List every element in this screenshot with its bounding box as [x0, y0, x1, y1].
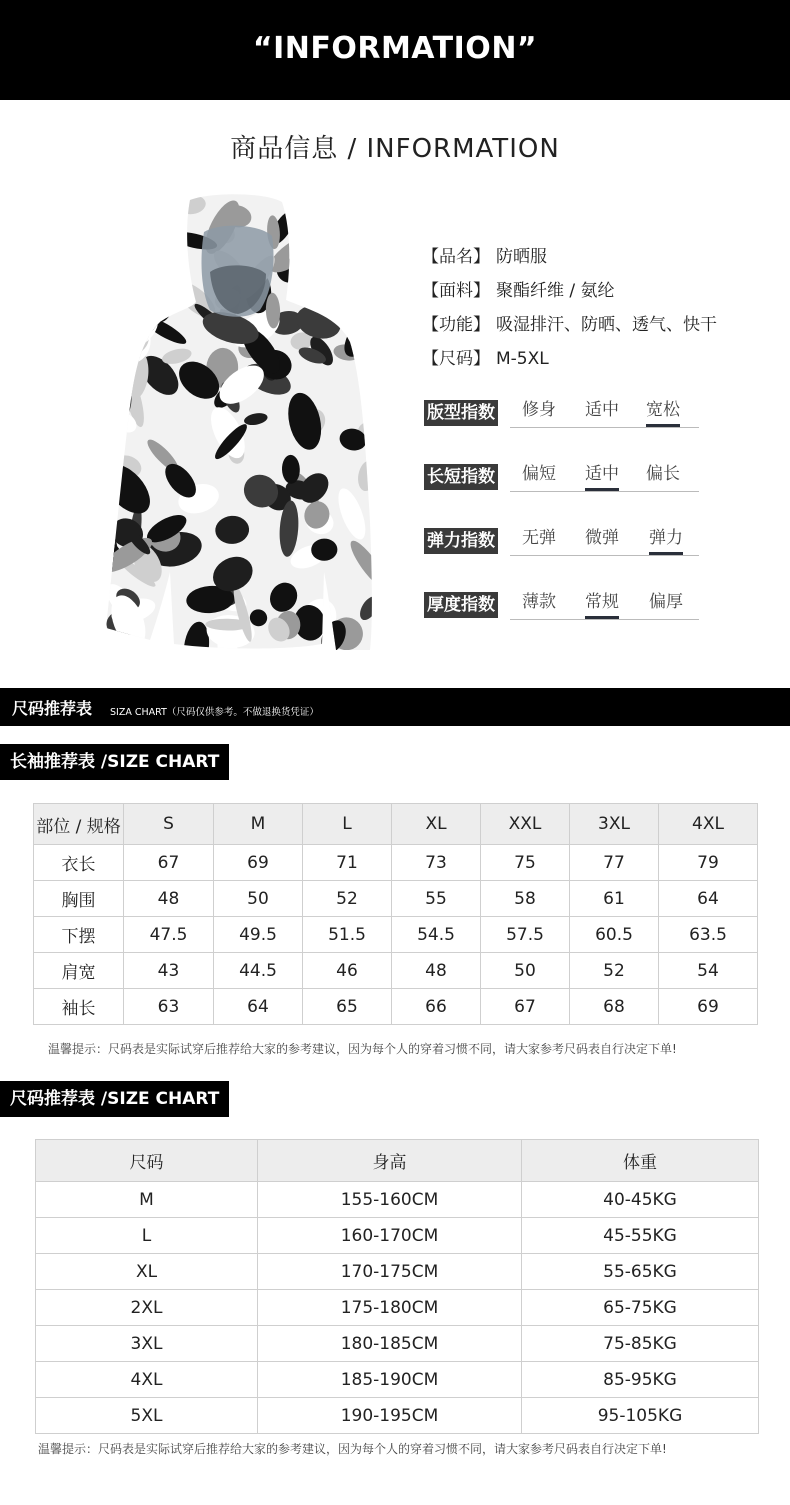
table-cell: 160-170CM: [258, 1218, 522, 1254]
camo-blob: [103, 292, 129, 332]
long-sleeve-note: 温馨提示：尺码表是实际试穿后推荐给大家的参考建议，因为每个人的穿着习惯不同，请大家参考尺码表自行决定下单!: [48, 1042, 677, 1056]
index-label: 长短指数: [424, 464, 498, 490]
column-header: 尺码: [36, 1140, 258, 1182]
index-fit: [424, 397, 699, 429]
table-row: [36, 1254, 759, 1290]
table-cell: 40-45KG: [522, 1182, 759, 1218]
table-cell: 73: [392, 845, 481, 881]
section-title: 商品信息 / INFORMATION: [230, 134, 560, 164]
table-cell: 52: [303, 881, 392, 917]
table-cell: 185-190CM: [258, 1362, 522, 1398]
column-header: S: [124, 804, 214, 845]
row-header-cell: XL: [36, 1254, 258, 1290]
table-cell: 46: [303, 953, 392, 989]
table-cell: 54: [659, 953, 758, 989]
table-cell: 45-55KG: [522, 1218, 759, 1254]
table-cell: 47.5: [124, 917, 214, 953]
index-line: [510, 491, 699, 492]
column-header: M: [214, 804, 303, 845]
table-row: [36, 1362, 759, 1398]
table-cell: 95-105KG: [522, 1398, 759, 1434]
camo-blob: [305, 236, 340, 273]
spec-name: 【品名】 防晒服: [422, 247, 547, 267]
table-cell: 67: [481, 989, 570, 1025]
row-header-cell: 4XL: [36, 1362, 258, 1398]
table-cell: 48: [124, 881, 214, 917]
row-header-cell: 袖长: [34, 989, 124, 1025]
index-option-selected: 弹力: [649, 525, 683, 553]
column-header: 4XL: [659, 804, 758, 845]
table-row: [34, 989, 758, 1025]
table-header-row: [36, 1140, 759, 1182]
table-cell: 51.5: [303, 917, 392, 953]
camo-blob: [359, 264, 378, 285]
table-cell: 63.5: [659, 917, 758, 953]
table-row: [34, 917, 758, 953]
index-line: [510, 555, 699, 556]
table-cell: 69: [214, 845, 303, 881]
table-cell: 61: [570, 881, 659, 917]
index-thickness: [424, 589, 699, 621]
row-header-cell: 下摆: [34, 917, 124, 953]
camo-blob: [313, 261, 349, 290]
camo-blob: [100, 462, 121, 489]
size-reco-table: [35, 1139, 759, 1434]
table-cell: 170-175CM: [258, 1254, 522, 1290]
long-sleeve-table: [33, 803, 758, 1025]
row-header-cell: 5XL: [36, 1398, 258, 1434]
camo-blob: [100, 274, 126, 307]
index-option-selected: 适中: [585, 461, 619, 489]
table-row: [36, 1218, 759, 1254]
camo-blob: [100, 192, 147, 224]
size-reco-note: 温馨提示：尺码表是实际试穿后推荐给大家的参考建议，因为每个人的穿着习惯不同，请大家参考尺码表自行决定下单!: [38, 1442, 667, 1456]
row-header-cell: M: [36, 1182, 258, 1218]
camo-blob: [294, 215, 327, 232]
index-option: 微弹: [585, 528, 619, 548]
camo-blob: [112, 192, 162, 227]
table-header-row: [34, 804, 758, 845]
column-header: L: [303, 804, 392, 845]
index-option: 适中: [585, 400, 619, 420]
table-cell: 50: [214, 881, 303, 917]
table-cell: 52: [570, 953, 659, 989]
header-title: “INFORMATION”: [252, 30, 538, 66]
table-cell: 75-85KG: [522, 1326, 759, 1362]
table-cell: 48: [392, 953, 481, 989]
table-cell: 77: [570, 845, 659, 881]
camo-blob: [110, 248, 137, 289]
table-cell: 44.5: [214, 953, 303, 989]
camo-blob: [100, 627, 122, 658]
size-banner-title: 尺码推荐表: [12, 699, 93, 718]
spec-fabric: 【面料】 聚酯纤维 / 氨纶: [422, 281, 615, 301]
table-row: [36, 1398, 759, 1434]
spec-size: 【尺码】 M-5XL: [422, 349, 549, 369]
table-cell: 190-195CM: [258, 1398, 522, 1434]
table-cell: 55-65KG: [522, 1254, 759, 1290]
camo-blob: [155, 256, 180, 282]
index-length: [424, 461, 699, 493]
index-option: 偏短: [522, 464, 556, 484]
column-header: 体重: [522, 1140, 759, 1182]
index-label: 版型指数: [424, 400, 498, 426]
camo-blob: [347, 192, 378, 208]
camo-blob: [115, 192, 178, 220]
index-label: 弹力指数: [424, 528, 498, 554]
table-row: [36, 1290, 759, 1326]
camo-blob: [113, 346, 136, 367]
index-option: 修身: [522, 400, 556, 420]
index-option: 无弹: [522, 528, 556, 548]
table-cell: 85-95KG: [522, 1362, 759, 1398]
table-cell: 180-185CM: [258, 1326, 522, 1362]
column-header: XXL: [481, 804, 570, 845]
row-header-cell: 肩宽: [34, 953, 124, 989]
table-cell: 63: [124, 989, 214, 1025]
camo-blob: [100, 400, 111, 437]
size-reco-tag: 尺码推荐表 /SIZE CHART: [0, 1081, 229, 1117]
index-option: 薄款: [522, 592, 556, 612]
camo-blob: [156, 242, 184, 280]
camo-blob: [110, 214, 136, 233]
index-label: 厚度指数: [424, 592, 498, 618]
table-row: [34, 845, 758, 881]
table-cell: 64: [659, 881, 758, 917]
index-option-selected: 宽松: [646, 397, 680, 425]
table-cell: 79: [659, 845, 758, 881]
camo-blob: [329, 229, 378, 264]
long-sleeve-tag: 长袖推荐表 /SIZE CHART: [0, 744, 229, 780]
table-cell: 50: [481, 953, 570, 989]
table-cell: 75: [481, 845, 570, 881]
index-option: 偏长: [646, 464, 680, 484]
row-header-cell: 衣长: [34, 845, 124, 881]
spec-list: [422, 244, 717, 380]
camo-blob: [295, 271, 327, 307]
table-cell: 66: [392, 989, 481, 1025]
size-banner-subtitle: SIZA CHART（尺码仅供参考。不做退换货凭证）: [110, 707, 319, 718]
camo-blob: [351, 324, 378, 363]
table-cell: 60.5: [570, 917, 659, 953]
table-cell: 175-180CM: [258, 1290, 522, 1326]
table-row: [34, 953, 758, 989]
row-header-cell: L: [36, 1218, 258, 1254]
index-line: [510, 427, 699, 428]
column-header: XL: [392, 804, 481, 845]
header-banner: [0, 0, 790, 100]
table-cell: 43: [124, 953, 214, 989]
row-header-cell: 3XL: [36, 1326, 258, 1362]
camo-blob: [106, 319, 144, 349]
product-image: [100, 192, 378, 658]
table-cell: 71: [303, 845, 392, 881]
table-cell: 65: [303, 989, 392, 1025]
column-header: 3XL: [570, 804, 659, 845]
index-elasticity: [424, 525, 699, 557]
row-header-cell: 2XL: [36, 1290, 258, 1326]
table-cell: 64: [214, 989, 303, 1025]
table-cell: 155-160CM: [258, 1182, 522, 1218]
index-line: [510, 619, 699, 620]
size-banner: [0, 688, 790, 726]
table-row: [34, 881, 758, 917]
spec-function: 【功能】 吸湿排汗、防晒、透气、快干: [422, 315, 717, 335]
camo-blob: [100, 259, 120, 294]
column-header: 身高: [258, 1140, 522, 1182]
table-row: [36, 1182, 759, 1218]
table-cell: 55: [392, 881, 481, 917]
table-cell: 69: [659, 989, 758, 1025]
table-row: [36, 1326, 759, 1362]
table-cell: 68: [570, 989, 659, 1025]
table-cell: 65-75KG: [522, 1290, 759, 1326]
table-cell: 49.5: [214, 917, 303, 953]
camo-blob: [337, 222, 363, 259]
index-option-selected: 常规: [585, 589, 619, 617]
table-cell: 67: [124, 845, 214, 881]
camo-blob: [100, 344, 125, 375]
column-header: 部位 / 规格: [34, 804, 124, 845]
table-cell: 54.5: [392, 917, 481, 953]
camo-blob: [339, 304, 360, 326]
table-cell: 57.5: [481, 917, 570, 953]
index-option: 偏厚: [649, 592, 683, 612]
row-header-cell: 胸围: [34, 881, 124, 917]
camo-blob: [108, 276, 140, 305]
table-cell: 58: [481, 881, 570, 917]
camo-blob: [100, 340, 138, 388]
camo-blob: [358, 204, 378, 258]
